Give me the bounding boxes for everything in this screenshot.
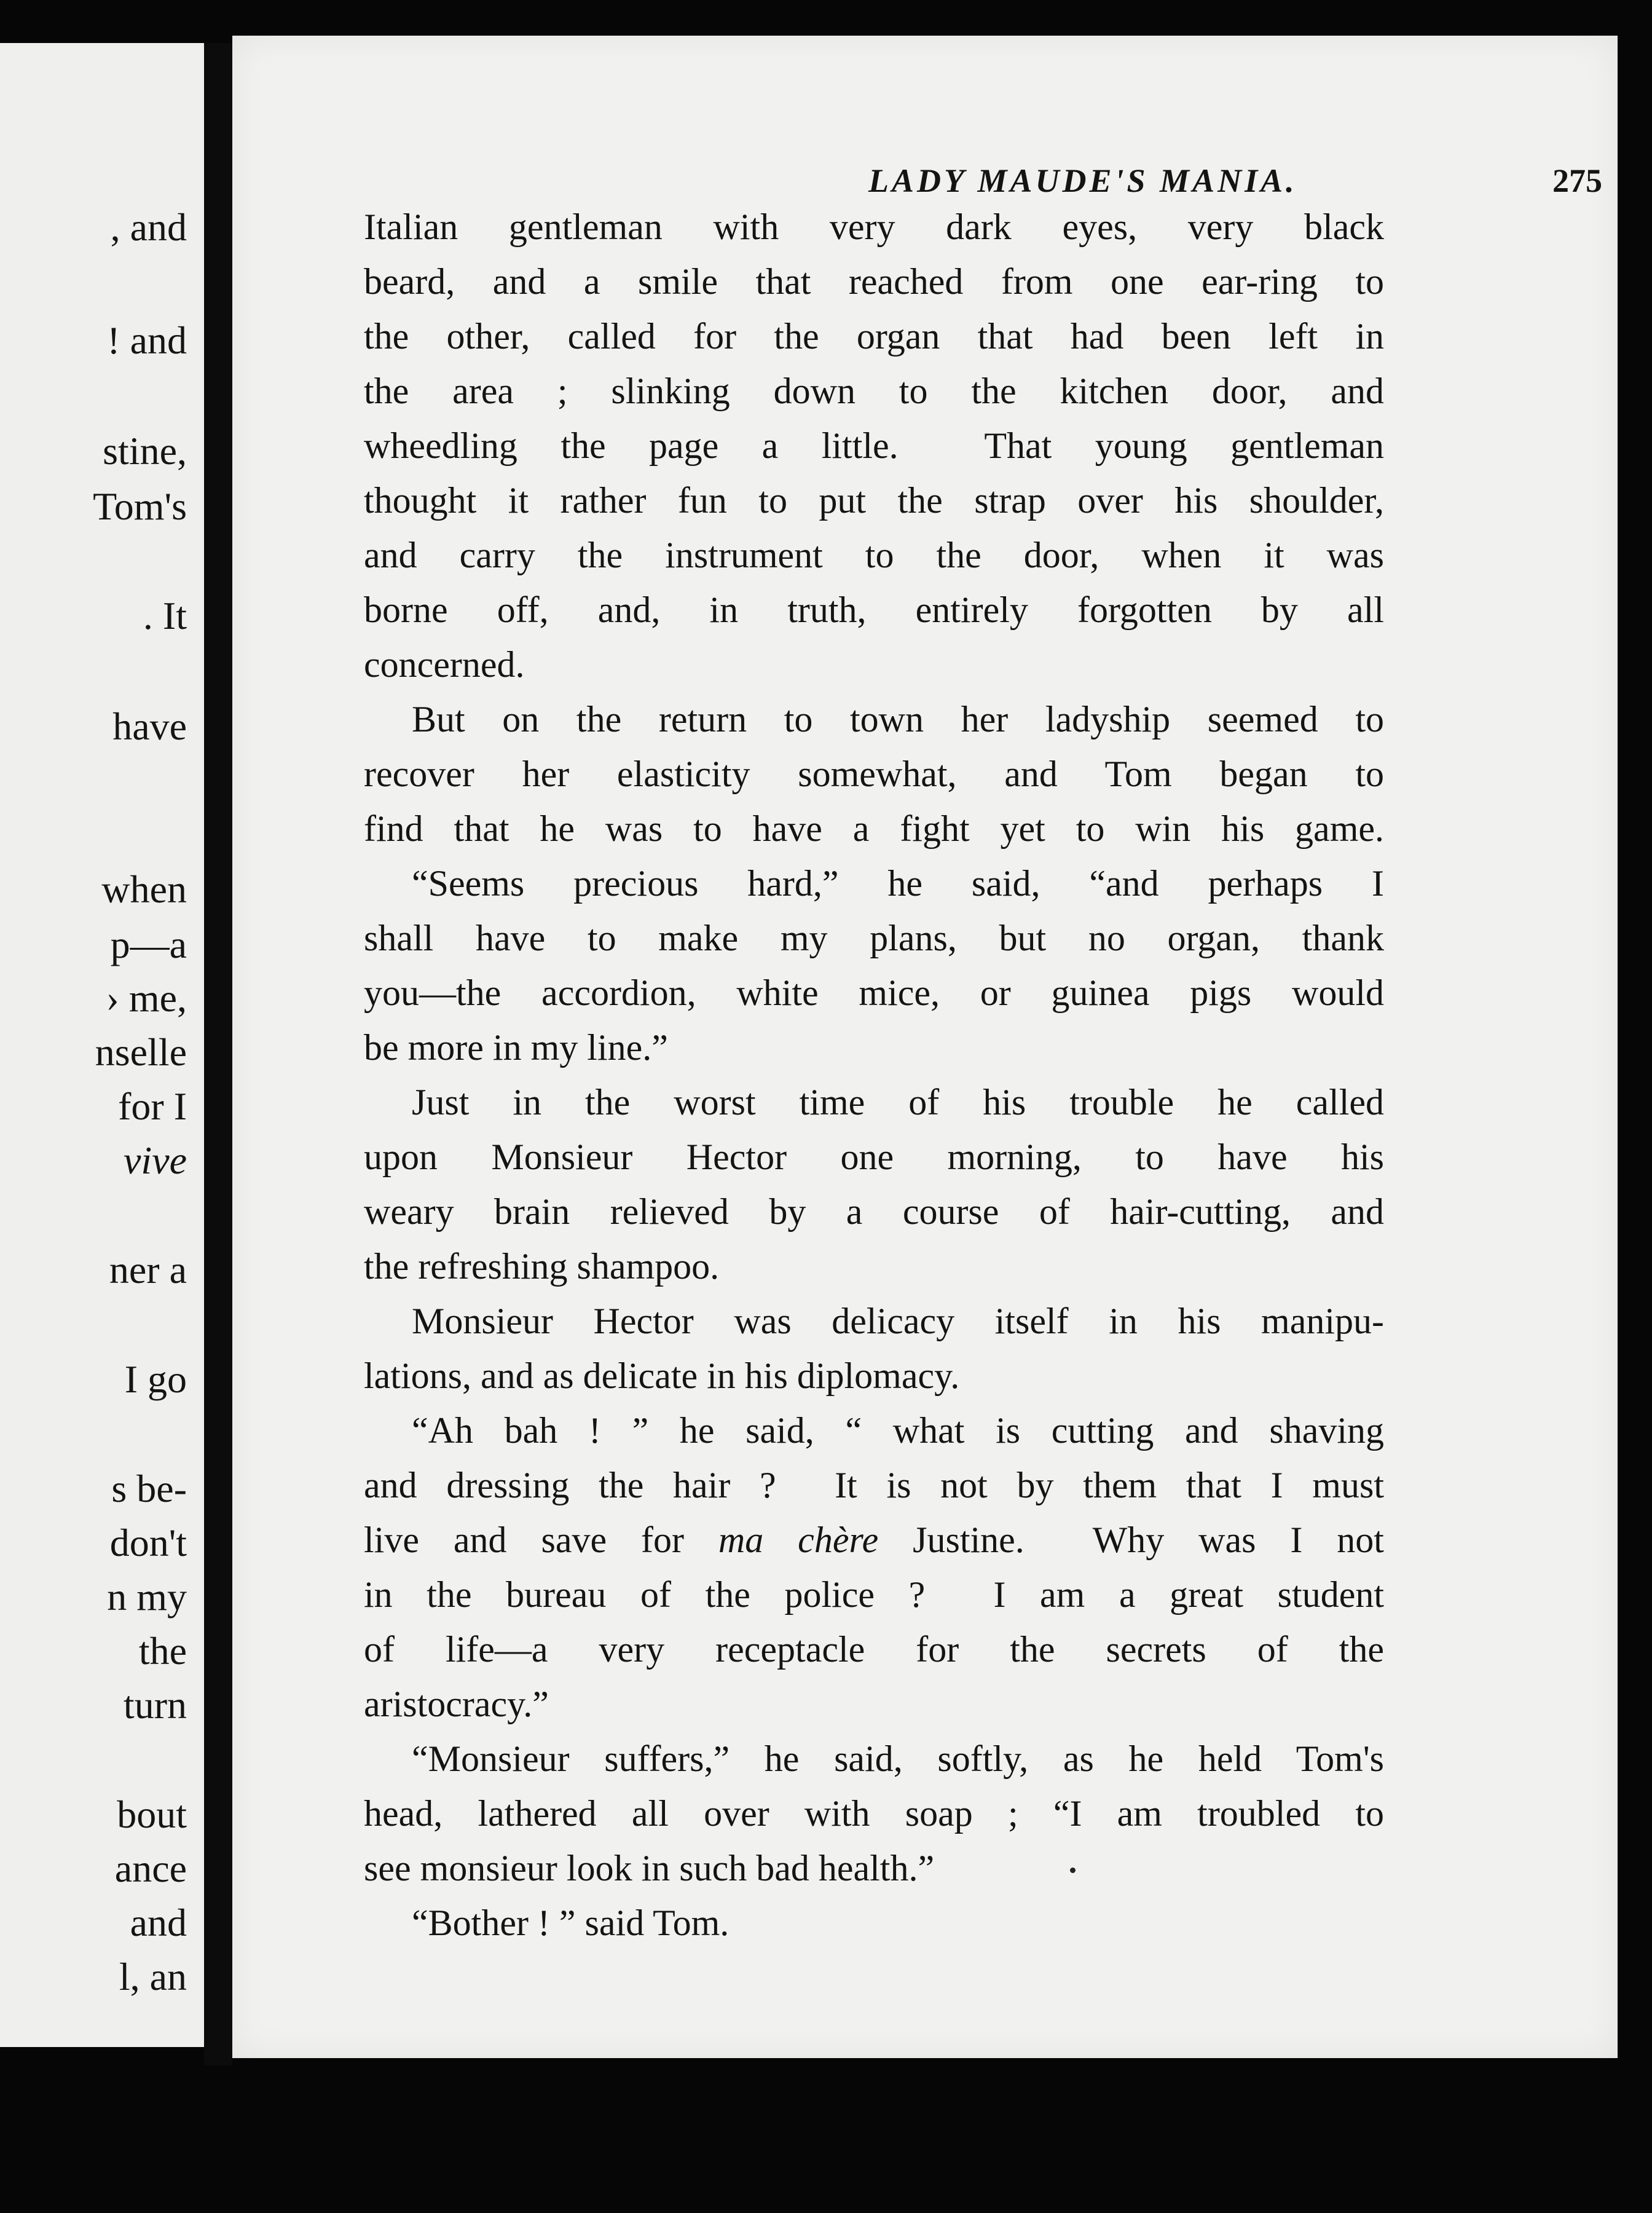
- text-line: the refreshing shampoo.: [364, 1246, 720, 1287]
- left-page-fragment: p—a: [110, 923, 187, 966]
- book-gutter: [204, 43, 232, 2065]
- left-page-fragment: s be-: [111, 1467, 187, 1510]
- text-line: “Seems precious hard,” he said, “and perhaps I: [412, 863, 1384, 904]
- left-page-fragment: when: [101, 867, 187, 911]
- running-head-title: LADY MAUDE'S MANIA.: [868, 162, 1297, 199]
- left-page-fragment: , and: [110, 205, 187, 249]
- text-line: see monsieur look in such bad health.”: [364, 1848, 935, 1888]
- text-line: shall have to make my plans, but no organ, thank: [364, 918, 1384, 958]
- text-line: upon Monsieur Hector one morning, to have his: [364, 1137, 1384, 1177]
- text-line: lations, and as delicate in his diplomacy.: [364, 1355, 960, 1396]
- left-page-fragment: vive: [124, 1138, 187, 1182]
- left-page-fragment: stine,: [103, 429, 187, 473]
- text-line: be more in my line.”: [364, 1027, 668, 1068]
- text-line: thought it rather fun to put the strap over his shoulder,: [364, 480, 1384, 521]
- left-page-fragment: n my: [107, 1575, 187, 1619]
- italic-phrase: ma chère: [718, 1520, 879, 1560]
- text-line: of life—a very receptacle for the secrets of the: [364, 1629, 1384, 1670]
- text-line: “Bother ! ” said Tom.: [412, 1903, 730, 1943]
- body-text: [364, 200, 1384, 1951]
- left-page-fragment: for I: [118, 1084, 187, 1128]
- left-page-fragment: nselle: [95, 1030, 187, 1074]
- text-line: weary brain relieved by a course of hair-cutting, and: [364, 1191, 1384, 1232]
- page-number: 275: [1552, 162, 1602, 199]
- text-line: aristocracy.”: [364, 1684, 549, 1724]
- text-line: the other, called for the organ that had been left in: [364, 316, 1384, 357]
- text-line: “Monsieur suffers,” he said, softly, as he held Tom's: [412, 1738, 1384, 1779]
- text-line: beard, and a smile that reached from one ear-ring to: [364, 261, 1384, 302]
- text-line: But on the return to town her ladyship seemed to: [412, 699, 1384, 740]
- text-line: and carry the instrument to the door, when it was: [364, 535, 1384, 575]
- left-page-fragment: and: [130, 1901, 187, 1944]
- text-line: wheedling the page a little. That young gentleman: [364, 425, 1384, 466]
- text-line: you—the accordion, white mice, or guinea pigs would: [364, 972, 1384, 1013]
- text-run: Justine. Why was I not: [878, 1520, 1384, 1560]
- left-page-fragment: bout: [117, 1793, 187, 1836]
- left-page-fragment: don't: [109, 1521, 187, 1564]
- left-page-fragment: › me,: [106, 976, 187, 1020]
- text-line: and dressing the hair ? It is not by them that I must: [364, 1465, 1384, 1505]
- text-line: Italian gentleman with very dark eyes, very black: [364, 207, 1384, 247]
- text-line: the area ; slinking down to the kitchen door, and: [364, 371, 1384, 411]
- text-line: borne off, and, in truth, entirely forgotten by all: [364, 590, 1384, 630]
- left-page-fragment: Tom's: [93, 484, 187, 528]
- text-line: find that he was to have a fight yet to win his game.: [364, 808, 1384, 849]
- left-page-fragment: turn: [123, 1683, 187, 1727]
- left-page-fragment: . It: [143, 594, 187, 637]
- text-run: live and save for: [364, 1520, 718, 1560]
- text-line: “Ah bah ! ” he said, “ what is cutting and shaving: [412, 1410, 1384, 1451]
- text-line: [364, 1513, 1384, 1568]
- previous-page-edge: [0, 43, 204, 2047]
- text-line: in the bureau of the police ? I am a great student: [364, 1574, 1384, 1615]
- left-page-fragment: I go: [124, 1357, 187, 1401]
- left-page-fragment: ner a: [109, 1248, 187, 1292]
- text-line: Just in the worst time of his trouble he called: [412, 1082, 1384, 1122]
- left-page-fragment: ! and: [107, 318, 187, 362]
- left-page-fragment: have: [112, 704, 187, 748]
- left-page-fragment: the: [138, 1629, 187, 1673]
- left-page-fragment: ance: [114, 1847, 187, 1890]
- text-line: head, lathered all over with soap ; “I am troubled to: [364, 1793, 1384, 1834]
- left-page-fragment: l, an: [119, 1955, 187, 1998]
- text-line: recover her elasticity somewhat, and Tom began to: [364, 754, 1384, 794]
- text-line: concerned.: [364, 644, 525, 685]
- text-line: Monsieur Hector was delicacy itself in his manipu-: [412, 1301, 1384, 1341]
